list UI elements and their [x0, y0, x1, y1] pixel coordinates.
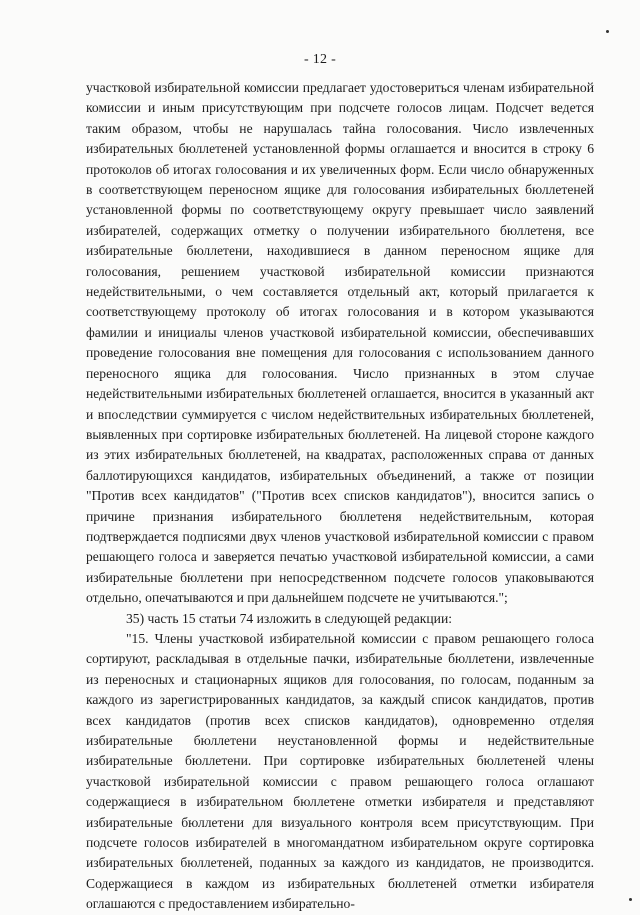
paragraph-part-15: "15. Члены участковой избирательной комиссии с правом решающего голоса сортируют, раскладывая в отдельные пачки, избирательные бюллетени, извлеченные из переносных и стационарных ящиков для голосования, по голосам, поданным за каждого из зарегистрированных кандидатов, за каждый список кандидатов, против всех кандидатов (против всех списков кандидатов), одновременно отделяя избирательные бюллетени неустановленной формы и недействительные избирательные бюллетени. При сортировке избирательных бюллетеней члены участковой избирательной комиссии с правом решающего голоса оглашают содержащиеся в избирательном бюллетене отметки избирателя и представляют избирательные бюллетени для визуального контроля всем присутствующим. При подсчете голосов избирателей в многомандатном избирательном округе сортировка избирательных бюллетеней, поданных за каждого из кандидатов, не производится. Содержащиеся в каждом из избирательных бюллетеней отметки избирателя оглашаются с предоставлением избирательно-	[86, 630, 594, 912]
scan-speck	[606, 30, 609, 33]
document-body	[86, 78, 594, 915]
paragraph-continuation: участковой избирательной комиссии предлагает удостовериться членам избирательной комиссии и иным присутствующим при подсчете голосов лицам. Подсчет ведется таким образом, чтобы не нарушалась тайна голосования. Число извлеченных избирательных бюллетеней установленной формы оглашается и вносится в строку 6 протоколов об итогах голосования и их увеличенных форм. Если число обнаруженных в соответствующем переносном ящике для голосования избирательных бюллетеней установленной формы по соответствующему округу превышает число заявлений избирателей, содержащих отметку о получении избирательного бюллетеня, все избирательные бюллетени, находившиеся в данном переносном ящике для голосования, решением участковой избирательной комиссии признаются недействительными, о чем составляется отдельный акт, который прилагается к соответствующему протоколу об итогах голосования и в котором указываются фамилии и инициалы членов участковой избирательной комиссии, обеспечивавших проведение голосования вне помещения для голосования с использованием данного переносного ящика для голосования. Число признанных в этом случае недействительными избирательных бюллетеней оглашается, вносится в указанный акт и впоследствии суммируется с числом недействительных избирательных бюллетеней, выявленных при сортировке избирательных бюллетеней. На лицевой стороне каждого из этих избирательных бюллетеней, на квадратах, расположенных справа от данных баллотирующихся кандидатов, избирательных объединений, а также от позиции "Против всех кандидатов" ("Против всех списков кандидатов"), вносится запись о причине признания избирательного бюллетеня недействительным, которая подтверждается подписями двух членов участковой избирательной комиссии с правом решающего голоса и заверяется печатью участковой избирательной комиссии, а сами избирательные бюллетени при непосредственном подсчете голосов упаковываются отдельно, опечатываются и при дальнейшем подсчете не учитываются.";	[86, 80, 594, 606]
paragraph-amendment-35: 35) часть 15 статьи 74 изложить в следующей редакции:	[126, 610, 453, 626]
scan-speck	[629, 898, 632, 901]
page-number: - 12 -	[303, 52, 337, 67]
